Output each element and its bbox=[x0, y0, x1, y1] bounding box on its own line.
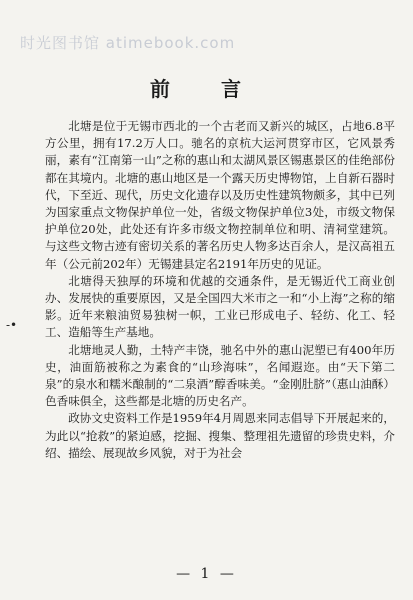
paragraph-2: 北塘得天独厚的环境和优越的交通条件，是无锡近代工商业创办、发展快的重要原因，又是全国四大米市之一和“小上海”之称的缩影。近年来粮油贸易独树一帜，工业已形成电子、轻纺、化工、轻工、造船等生产基地。 bbox=[45, 273, 395, 340]
margin-mark: -• bbox=[6, 318, 18, 332]
paragraph-4: 政协文史资料工作是1959年4月周恩来同志倡导下开展起来的，为此以“抢救”的紧迫感，挖掘、搜集、整理祖先遗留的珍贵史料，介绍、描绘、展现故乡风貌，对于为社会 bbox=[45, 411, 395, 460]
page-title: 前 言 bbox=[150, 77, 263, 101]
page-number: — 1 — bbox=[176, 566, 237, 582]
paragraph-1: 北塘是位于无锡市西北的一个古老而又新兴的城区，占地6.8平方公里，拥有17.2万人口。驰名的京杭大运河贯穿市区，它风景秀丽，素有“江南第一山”之称的惠山和太湖风景区锡惠景区的佳绝部份都在其境内。北塘的惠山地区是一个露天历史博物馆，上自新石器时代，下至近、现代，历史文化遗存以及历史性建筑物颇多，其中已列为国家重点文物保护单位一处，省级文物保护单位3处，市级文物保护单位20处，此处还有许多市级文物控制单位和明、清祠堂建筑。与这些文物古迹有密切关系的著名历史人物多达百余人，是汉高祖五年（公元前202年）无锡建县定名2191年历史的见证。 bbox=[45, 119, 395, 271]
watermark: 时光图书馆 atimebook.com bbox=[20, 34, 236, 52]
paragraph-3: 北塘地灵人勤，土特产丰饶，驰名中外的惠山泥塑已有400年历史，油面筋被称之为素食的“山珍海味”，名闻遐迩。由“天下第二泉”的泉水和糯米酿制的“二泉酒”醇香味美。“金刚肚脐”（惠山油酥）色香味俱全，这些都是北塘的历史名产。 bbox=[45, 342, 395, 409]
body-text bbox=[45, 118, 395, 462]
